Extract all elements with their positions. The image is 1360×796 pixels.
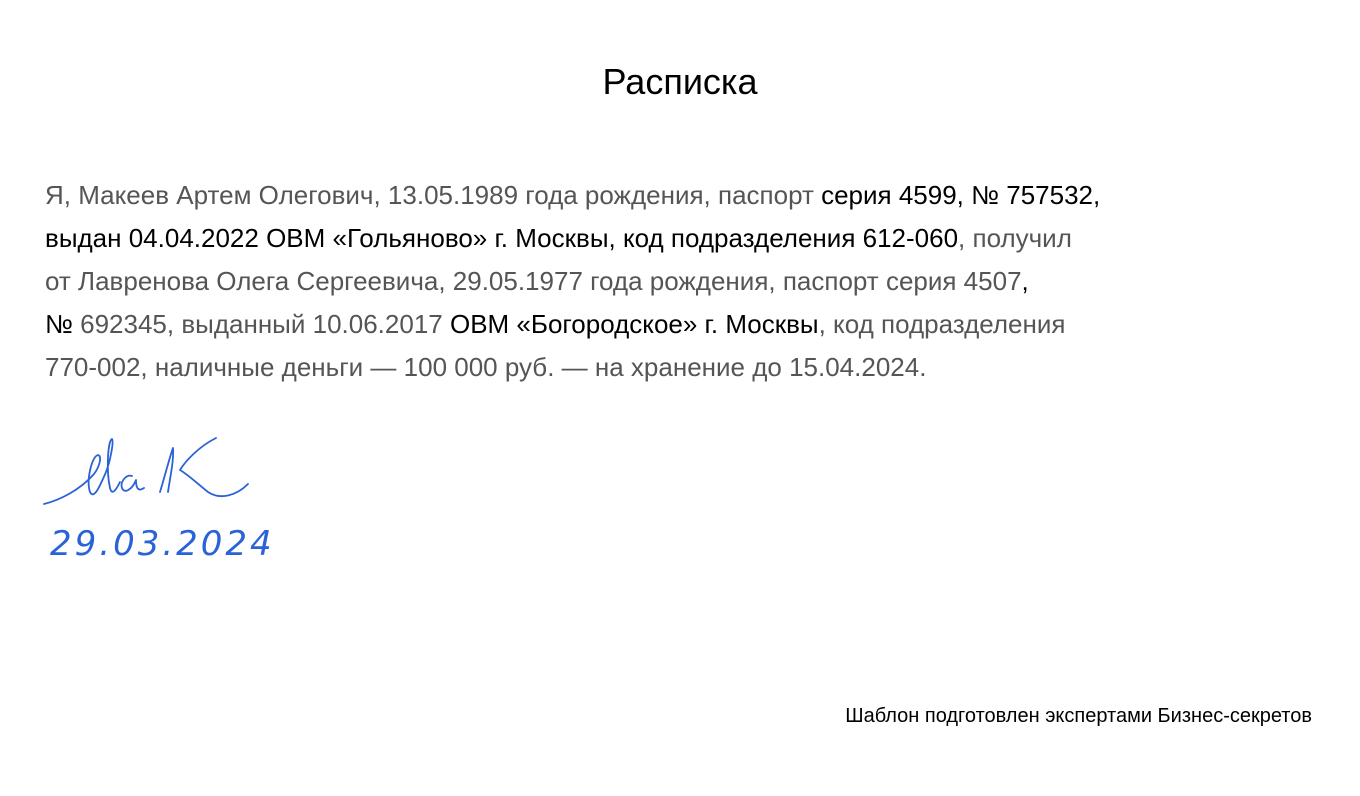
body-fragment: , код подразделения bbox=[818, 309, 1066, 339]
receipt-body bbox=[45, 174, 1305, 389]
body-line-1 bbox=[45, 174, 1305, 217]
signature-strokes bbox=[44, 438, 248, 504]
body-fragment: Я, Макеев Артем Олегович, 13.05.1989 года рождения, паспорт bbox=[45, 180, 822, 210]
body-fragment: 692345, выданный 10.06.2017 bbox=[80, 309, 450, 339]
body-line-3 bbox=[45, 260, 1305, 303]
body-fragment: , получил bbox=[958, 223, 1072, 253]
body-line-5 bbox=[45, 346, 1305, 389]
handwritten-signature bbox=[40, 430, 260, 515]
signature-date: 29.03.2024 bbox=[50, 524, 275, 564]
body-fragment: серия 4599, № 757532, bbox=[821, 180, 1101, 210]
footer-note: Шаблон подготовлен экспертами Бизнес-секретов bbox=[845, 705, 1312, 727]
body-fragment: № bbox=[45, 309, 81, 339]
body-fragment: выдан 04.04.2022 ОВМ «Гольяново» г. Москвы, код подразделения 612-060 bbox=[45, 223, 959, 253]
body-fragment: 770-002, наличные деньги — 100 000 руб. — на хранение до 15.04.2024. bbox=[45, 352, 927, 382]
body-line-4 bbox=[45, 303, 1305, 346]
body-fragment: , bbox=[1021, 266, 1029, 296]
body-fragment: ОВМ «Богородское» г. Москвы bbox=[449, 309, 819, 339]
document-title: Расписка bbox=[602, 61, 758, 102]
body-fragment: от Лавренова Олега Сергеевича, 29.05.1977 года рождения, паспорт серия 4507 bbox=[45, 266, 1022, 296]
body-line-2 bbox=[45, 217, 1305, 260]
